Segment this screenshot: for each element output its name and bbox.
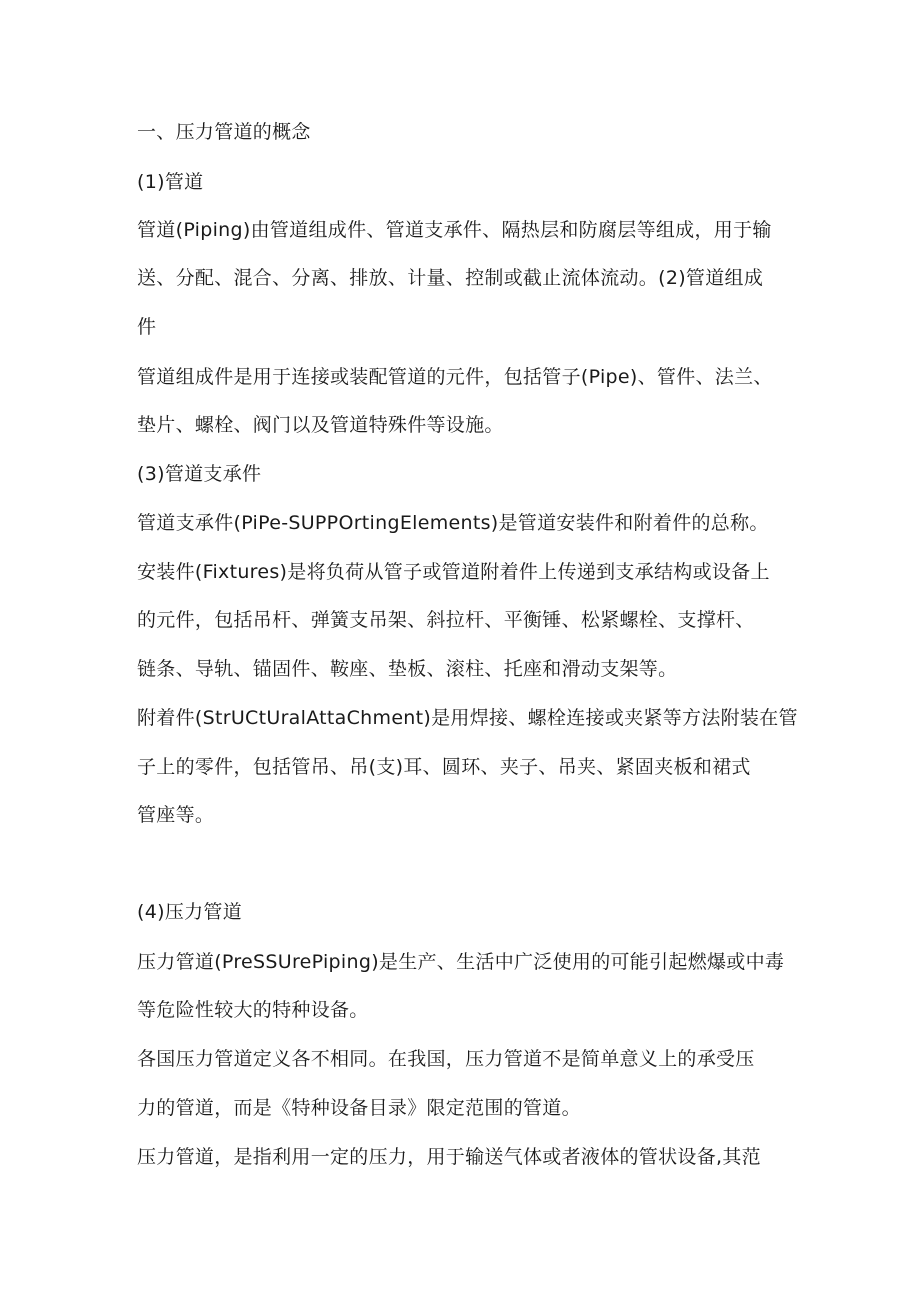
text-line: 子上的零件，包括管吊、吊(支)耳、圆环、夹子、吊夹、紧固夹板和裙式 xyxy=(137,756,751,778)
text-line: 等危险性较大的特种设备。 xyxy=(137,999,369,1021)
text-line: 管道组成件是用于连接或装配管道的元件，包括管子(Pipe)、管件、法兰、 xyxy=(137,366,773,388)
text-line: 附着件(StrUCtUralAttaChment)是用焊接、螺栓连接或夹紧等方法附装在管 xyxy=(137,707,798,729)
text-line: 压力管道，是指利用一定的压力，用于输送气体或者液体的管状设备,其范 xyxy=(137,1146,761,1168)
text-line: 管座等。 xyxy=(137,804,215,826)
subheading-pressure-piping: (4)压力管道 xyxy=(137,901,243,923)
subheading-supports: (3)管道支承件 xyxy=(137,463,262,485)
text-line: 件 xyxy=(137,316,157,338)
text-line: 管道支承件(PiPe-SUPPOrtingElements)是管道安装件和附着件的总称。 xyxy=(137,512,769,534)
section-heading: 一、压力管道的概念 xyxy=(137,121,311,143)
text-line: 力的管道，而是《特种设备目录》限定范围的管道。 xyxy=(137,1097,581,1119)
subheading-piping: (1)管道 xyxy=(137,171,204,193)
text-line: 管道(Piping)由管道组成件、管道支承件、隔热层和防腐层等组成，用于输 xyxy=(137,219,772,241)
text-line: 各国压力管道定义各不相同。在我国，压力管道不是简单意义上的承受压 xyxy=(137,1048,755,1070)
text-line: 链条、导轨、锚固件、鞍座、垫板、滚柱、托座和滑动支架等。 xyxy=(137,658,678,680)
text-line: 送、分配、混合、分离、排放、计量、控制或截止流体流动。(2)管道组成 xyxy=(137,267,764,289)
text-line: 压力管道(PreSSUrePiping)是生产、生活中广泛使用的可能引起燃爆或中毒 xyxy=(137,951,785,973)
text-line: 垫片、螺栓、阀门以及管道特殊件等设施。 xyxy=(137,414,504,436)
text-line: 的元件，包括吊杆、弹簧支吊架、斜拉杆、平衡锤、松紧螺栓、支撑杆、 xyxy=(137,609,755,631)
text-line: 安装件(Fixtures)是将负荷从管子或管道附着件上传递到支承结构或设备上 xyxy=(137,561,770,583)
